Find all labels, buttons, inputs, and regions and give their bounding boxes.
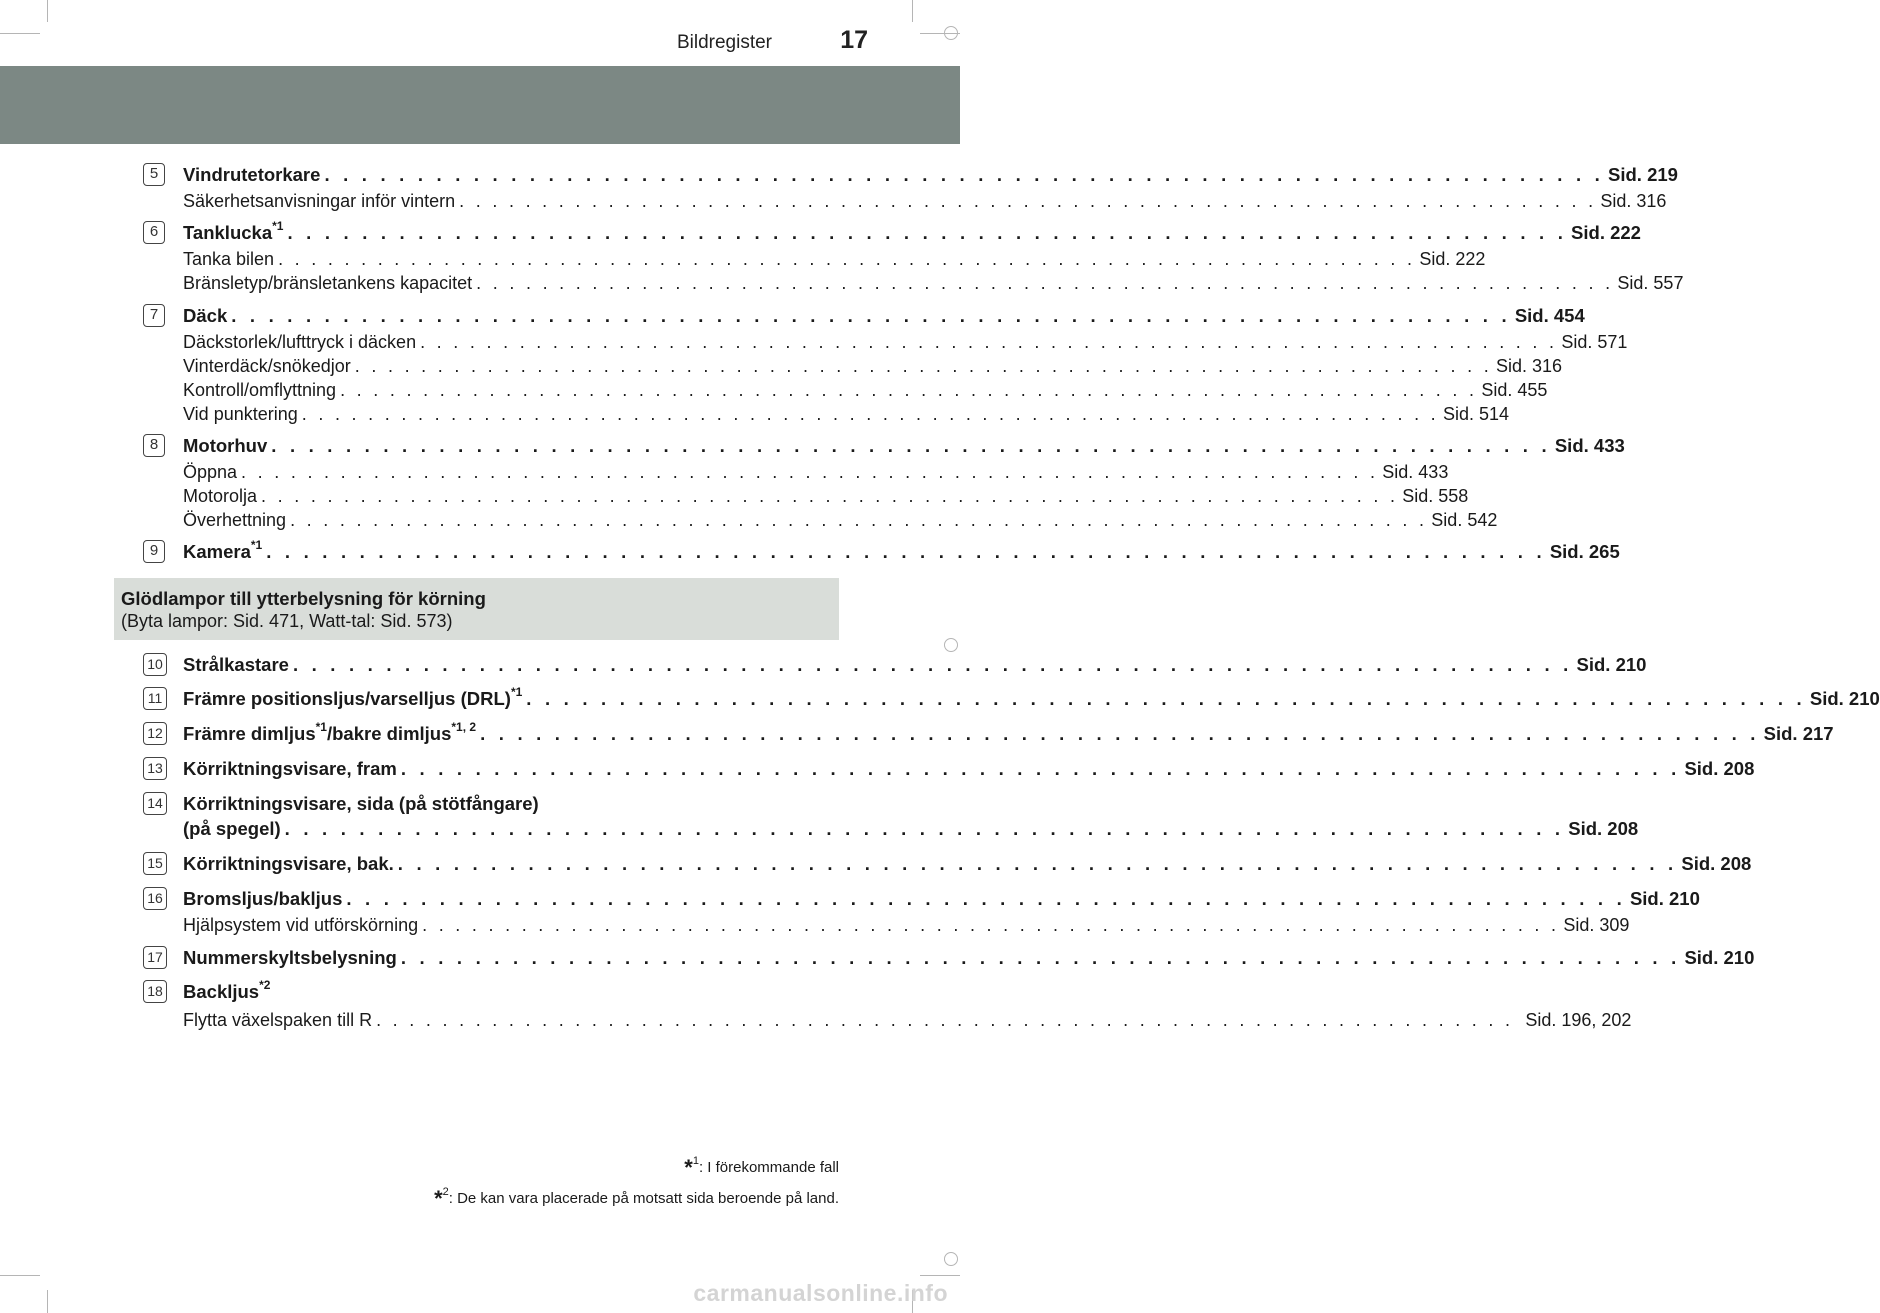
- entry-title-line[interactable]: [183, 303, 1585, 327]
- callout-number: 16: [143, 887, 167, 910]
- entry-title: Nummerskyltsbelysning: [183, 947, 397, 968]
- sub-entry-label: Kontroll/omflyttning: [183, 380, 337, 400]
- dot-leader: . . . . . . . . . . . . . . . . . . . . . . . . . . . . . . . . . . . . . . . . . . . . . . . . . . . . . . . . . . . . . . . . . . . . .: [459, 191, 1597, 211]
- page-ref: Sid. 208: [1684, 758, 1755, 779]
- entry-title: Främre positionsljus/varselljus (DRL)$^{*1}$: [183, 684, 523, 709]
- entry-title-line[interactable]: [183, 719, 1834, 745]
- page-ref: Sid. 210: [1576, 654, 1647, 675]
- callout-number: 9: [143, 540, 165, 563]
- page-ref: Sid. 542: [1431, 510, 1498, 530]
- page-ref: Sid. 217: [1763, 723, 1834, 744]
- section-name: Bildregister: [676, 32, 772, 53]
- footnote-marker: *1: [250, 537, 263, 552]
- dot-leader: . . . . . . . . . . . . . . . . . . . . . . . . . . . . . . . . . . . . . . . . . . . . . . . . . . . . . . . . . . . . . . . . . . . . .: [480, 723, 1760, 744]
- footnote-marker: *1: [315, 719, 327, 734]
- entry-title: Bromsljus/bakljus: [183, 888, 343, 909]
- entry-title-line[interactable]: [183, 162, 1678, 186]
- footnote: [684, 1152, 839, 1178]
- dot-leader: . . . . . . . . . . . . . . . . . . . . . . . . . . . . . . . . . . . . . . . . . . . . . . . . . . . . . . . . . . . . . . . . . . . . .: [400, 947, 1681, 968]
- dot-leader: . . . . . . . . . . . . . . . . . . . . . . . . . . . . . . . . . . . . . . . . . . . . . . . . . . . . . . . . . . . . . . . . . . . . .: [241, 462, 1379, 482]
- entry-title-line[interactable]: [183, 537, 1620, 563]
- sub-entry-label: Hjälpsystem vid utförskörning: [183, 915, 419, 935]
- page-ref: Sid. 196, 202: [1525, 1010, 1632, 1030]
- dot-leader: . . . . . . . . . . . . . . . . . . . . . . . . . . . . . . . . . . . . . . . . . . . . . . . . . . . . . . . . . . . . . . . . . . . . .: [354, 356, 1492, 376]
- footnote-number: 1: [692, 1155, 699, 1167]
- group-subtitle: (Byta lampor: Sid. 471, Watt-tal: Sid. 573): [121, 611, 453, 631]
- sub-entry-label: Överhettning: [183, 510, 287, 530]
- callout-number: 18: [143, 980, 167, 1003]
- page-ref: Sid. 316: [1496, 356, 1563, 376]
- page-ref: Sid. 309: [1563, 915, 1630, 935]
- entry-title-line[interactable]: [183, 851, 1752, 875]
- page-ref: Sid. 208: [1681, 853, 1752, 874]
- page-ref: Sid. 433: [1554, 435, 1625, 456]
- sub-entry-line[interactable]: [183, 246, 1486, 270]
- registration-mark: [944, 638, 958, 652]
- page-ref: Sid. 210: [1684, 947, 1755, 968]
- footnote-marker: *1, 2: [451, 719, 477, 734]
- entry-title: (på spegel): [183, 818, 281, 839]
- crop-mark: [920, 1275, 960, 1276]
- sub-entry-label: Däckstorlek/lufttryck i däcken: [183, 332, 417, 352]
- page-ref: Sid. 219: [1608, 164, 1678, 185]
- sub-entry-line[interactable]: [183, 912, 1630, 936]
- dot-leader: . . . . . . . . . . . . . . . . . . . . . . . . . . . . . . . . . . . . . . . . . . . . . . . . . . . . . . . . . . . . . . . . . . . . .: [526, 688, 1806, 709]
- dot-leader: . . . . . . . . . . . . . . . . . . . . . . . . . . . . . . . . . . . . . . . . . . . . . . . . . . . . . . . . . . . . . . . . . . . . .: [292, 654, 1573, 675]
- dot-leader: . . . . . . . . . . . . . . . . . . . . . . . . . . . . . . . . . . . . . . . . . . . . . . . . . . . . . . . . . . . . . . . . . . . . .: [397, 853, 1678, 874]
- section-group-header: [114, 578, 839, 640]
- entry-title: Körriktningsvisare, bak.: [183, 853, 394, 874]
- dot-leader: . . . . . . . . . . . . . . . . . . . . . . . . . . . . . . . . . . . . . . . . . . . . . . . . . . . . . . . . . . . . . . . . . . . . .: [271, 435, 1551, 456]
- entry-title: Däck: [183, 305, 228, 326]
- entry-title-line[interactable]: [183, 652, 1647, 676]
- crop-mark: [47, 1290, 48, 1313]
- page-ref: Sid. 455: [1481, 380, 1548, 400]
- entry-title-line[interactable]: [183, 886, 1700, 910]
- sub-entry-label: Vid punktering: [183, 404, 298, 424]
- page-ref: Sid. 557: [1617, 273, 1684, 293]
- page-ref: Sid. 433: [1382, 462, 1449, 482]
- dot-leader: . . . . . . . . . . . . . . . . . . . . . . . . . . . . . . . . . . . . . . . . . . . . . . . . . . . . . . . . . . . . . . . . . . . . .: [422, 915, 1560, 935]
- callout-number: 8: [143, 434, 165, 457]
- callout-number: 11: [143, 687, 167, 710]
- footnote-asterisk: *: [684, 1155, 693, 1180]
- sub-entry-label: Öppna: [183, 462, 238, 482]
- entry-title-line[interactable]: [183, 979, 802, 1003]
- page-header: [0, 0, 960, 62]
- page-ref: Sid. 265: [1549, 541, 1620, 562]
- dot-leader: . . . . . . . . . . . . . . . . . . . . . . . . . . . . . . . . . . . . . . . . . . . . . . . . . . . . . . . . . . . . . . . . . . . . .: [261, 486, 1399, 506]
- dot-leader: . . . . . . . . . . . . . . . . . . . . . . . . . . . . . . . . . . . . . . . . . . . . . . . . . . . . . . . . . . . . . . . . . . . . .: [420, 332, 1558, 352]
- sub-entry-line[interactable]: [183, 270, 1684, 294]
- entry-title: Kamera$^{*1}$: [183, 537, 263, 562]
- entry-title: Vindrutetorkare: [183, 164, 321, 185]
- sub-entry-line[interactable]: [183, 401, 1510, 425]
- sub-entry-line[interactable]: [183, 483, 1469, 507]
- callout-number: 7: [143, 304, 165, 327]
- dot-leader: . . . . . . . . . . . . . . . . . . . . . . . . . . . . . . . . . . . . . . . . . . . . . . . . . . . . . . . . . . . . . . . . . . . . .: [278, 249, 1416, 269]
- sub-entry-label: Säkerhetsanvisningar inför vintern: [183, 191, 456, 211]
- entry-title: Körriktningsvisare, sida (på stötfångare): [183, 793, 539, 814]
- crop-mark: [0, 1275, 40, 1276]
- entry-title-line[interactable]: [183, 684, 1880, 710]
- dot-leader: . . . . . . . . . . . . . . . . . . . . . . . . . . . . . . . . . . . . . . . . . . . . . . . . . . . . . . . . . . . . . . . . . . . . .: [231, 305, 1511, 326]
- dot-leader: . . . . . . . . . . . . . . . . . . . . . . . . . . . . . . . . . . . . . . . . . . . . . . . . . . . . . . . . . . . . . . . . . . . . .: [340, 380, 1478, 400]
- dot-leader: . . . . . . . . . . . . . . . . . . . . . . . . . . . . . . . . . . . . . . . . . . . . . . . . . . . . . . . . . . . . . . . . . . . . .: [290, 510, 1428, 530]
- sub-entry-line[interactable]: [183, 1007, 1632, 1031]
- footnote-text: : De kan vara placerade på motsatt sida beroende på land.: [448, 1190, 839, 1207]
- dot-leader: . . . . . . . . . . . . . . . . . . . . . . . . . . . . . . . . . . . . . . . . . . . . . . . . . . . . . . . . . . . . . . . . . . . . .: [400, 758, 1681, 779]
- callout-number: 15: [143, 852, 167, 875]
- sub-entry-label: Flytta växelspaken till R: [183, 1010, 373, 1030]
- dot-leader: . . . . . . . . . . . . . . . . . . . . . . . . . . . . . . . . . . . . . . . . . . . . . . . . . . . . . . . . . . . . . . . . . . . . .: [376, 1010, 1514, 1030]
- entry-title: Backljus$^{*2}$: [183, 977, 271, 1002]
- footnote-number: 2: [442, 1186, 449, 1198]
- sub-entry-line[interactable]: [183, 507, 1498, 531]
- entry-title-line[interactable]: [183, 945, 1755, 969]
- entry-title-line[interactable]: [183, 218, 1641, 244]
- entry-title-line[interactable]: [183, 756, 1755, 780]
- callout-number: 10: [143, 653, 167, 676]
- footnote: [434, 1183, 839, 1209]
- sub-entry-line[interactable]: [183, 377, 1548, 401]
- page-ref: Sid. 558: [1402, 486, 1469, 506]
- page-ref: Sid. 222: [1419, 249, 1486, 269]
- page-ref: Sid. 210: [1629, 888, 1700, 909]
- sub-entry-label: Motorolja: [183, 486, 258, 506]
- entry-title: Tanklucka$^{*1}$: [183, 218, 284, 243]
- footnote-marker: *1: [272, 218, 284, 233]
- callout-number: 14: [143, 792, 167, 815]
- entry-title-line[interactable]: [183, 791, 802, 815]
- dot-leader: . . . . . . . . . . . . . . . . . . . . . . . . . . . . . . . . . . . . . . . . . . . . . . . . . . . . . . . . . . . . . . . . . . . . .: [324, 164, 1605, 185]
- entry-title: Främre dimljus$^{*1}$/bakre dimljus$^{*1, 2}$: [183, 719, 477, 744]
- sub-entry-line[interactable]: [183, 353, 1563, 377]
- registration-mark: [944, 1252, 958, 1266]
- entry-title-line[interactable]: [183, 433, 1625, 457]
- page-ref: Sid. 571: [1561, 332, 1628, 352]
- footnote-asterisk: *: [434, 1186, 443, 1211]
- sub-entry-line[interactable]: [183, 329, 1628, 353]
- footnote-marker: *1: [510, 684, 523, 699]
- entry-title: Motorhuv: [183, 435, 268, 456]
- entry-title-line[interactable]: [183, 816, 1639, 840]
- sub-entry-label: Tanka bilen: [183, 249, 275, 269]
- page-ref: Sid. 222: [1571, 222, 1641, 243]
- footnote-marker: *2: [259, 977, 271, 992]
- page-ref: Sid. 514: [1442, 404, 1510, 424]
- footnote-text: : I förekommande fall: [698, 1159, 839, 1176]
- dot-leader: . . . . . . . . . . . . . . . . . . . . . . . . . . . . . . . . . . . . . . . . . . . . . . . . . . . . . . . . . . . . . . . . . . . . .: [266, 541, 1546, 562]
- callout-number: 13: [143, 757, 167, 780]
- dot-leader: . . . . . . . . . . . . . . . . . . . . . . . . . . . . . . . . . . . . . . . . . . . . . . . . . . . . . . . . . . . . . . . . . . . . .: [287, 222, 1568, 243]
- sub-entry-line[interactable]: [183, 459, 1449, 483]
- entry-title: Strålkastare: [183, 654, 289, 675]
- callout-number: 5: [143, 163, 165, 186]
- sub-entry-line[interactable]: [183, 188, 1667, 212]
- page-number: 17: [840, 26, 868, 54]
- sub-entry-label: Vinterdäck/snökedjor: [183, 356, 351, 376]
- callout-number: 6: [143, 221, 165, 244]
- callout-number: 17: [143, 946, 167, 969]
- dot-leader: . . . . . . . . . . . . . . . . . . . . . . . . . . . . . . . . . . . . . . . . . . . . . . . . . . . . . . . . . . . . . . . . . . . . .: [476, 273, 1614, 293]
- page-ref: Sid. 210: [1809, 688, 1880, 709]
- dot-leader: . . . . . . . . . . . . . . . . . . . . . . . . . . . . . . . . . . . . . . . . . . . . . . . . . . . . . . . . . . . . . . . . . . . . .: [284, 818, 1565, 839]
- dot-leader: . . . . . . . . . . . . . . . . . . . . . . . . . . . . . . . . . . . . . . . . . . . . . . . . . . . . . . . . . . . . . . . . . . . . .: [301, 404, 1439, 424]
- sub-entry-label: Bränsletyp/bränsletankens kapacitet: [183, 273, 473, 293]
- page-ref: Sid. 316: [1600, 191, 1667, 211]
- page-ref: Sid. 208: [1568, 818, 1639, 839]
- entry-title: Körriktningsvisare, fram: [183, 758, 397, 779]
- watermark: carmanualsonline.info: [693, 1280, 948, 1306]
- callout-number: 12: [143, 722, 167, 745]
- page-ref: Sid. 454: [1514, 305, 1585, 326]
- group-title: Glödlampor till ytterbelysning för körning: [121, 588, 486, 609]
- header-band: [0, 66, 960, 144]
- dot-leader: . . . . . . . . . . . . . . . . . . . . . . . . . . . . . . . . . . . . . . . . . . . . . . . . . . . . . . . . . . . . . . . . . . . . .: [346, 888, 1626, 909]
